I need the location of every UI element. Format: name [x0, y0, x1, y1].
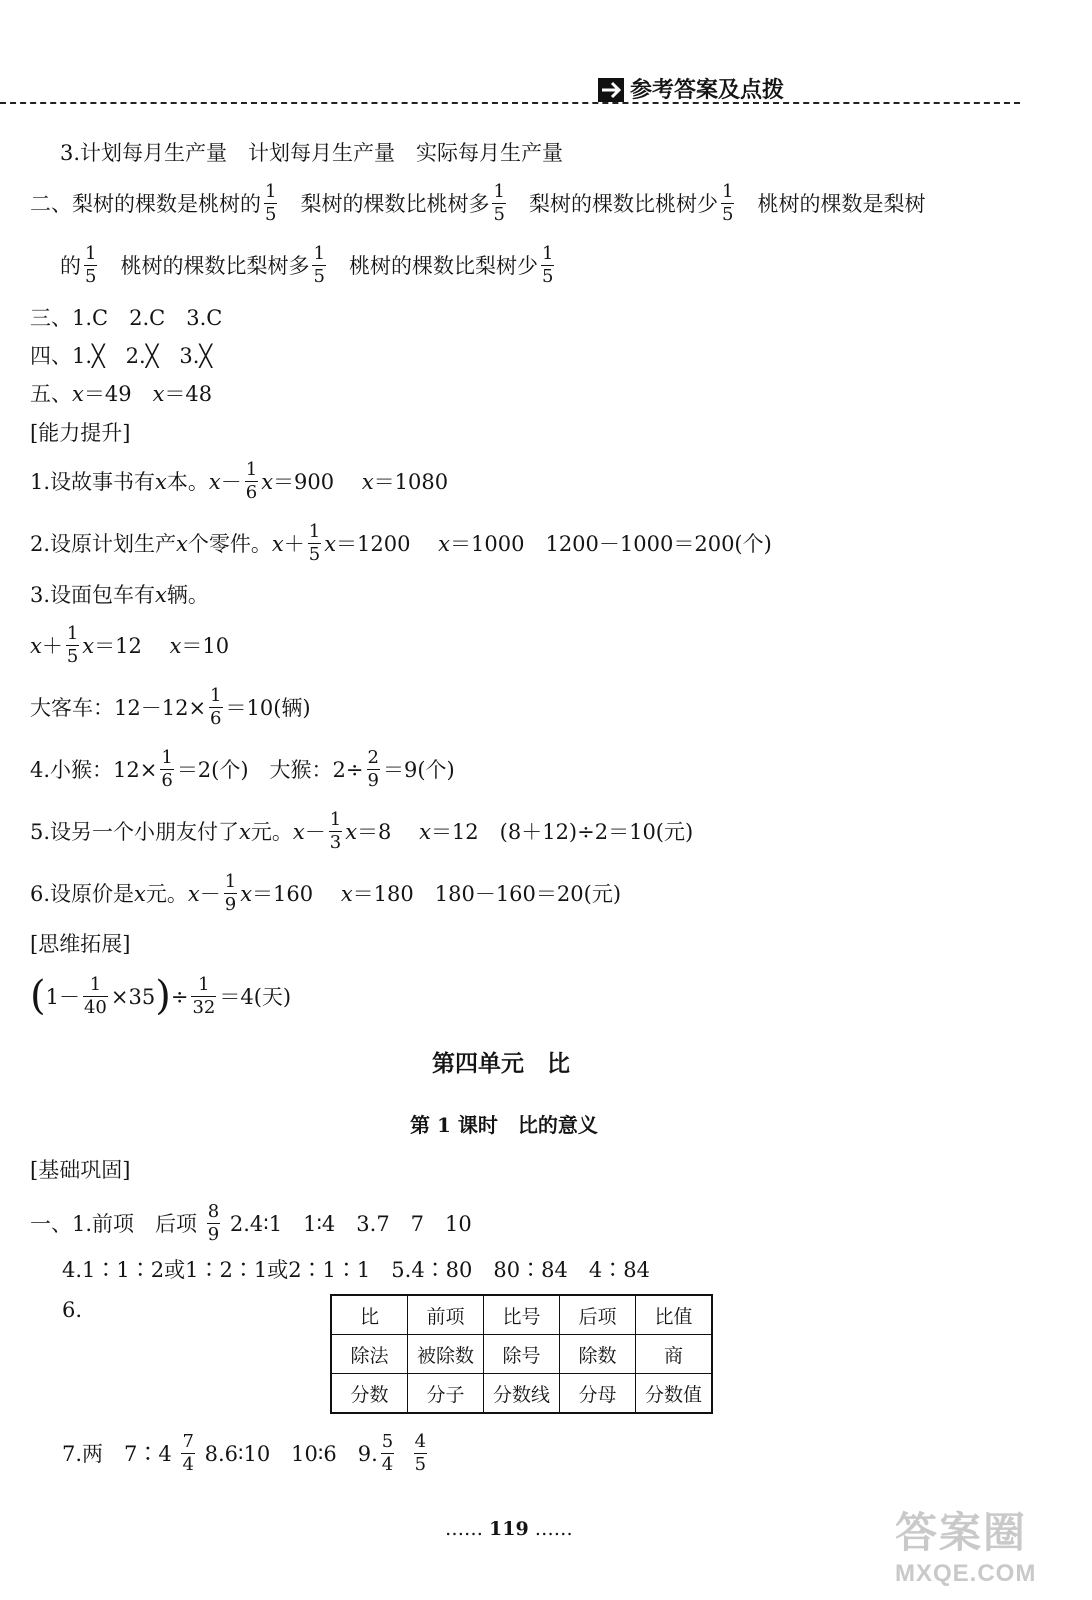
table-cell: 除法	[331, 1335, 408, 1374]
table-cell: 分数线	[484, 1374, 560, 1414]
fraction: $\frac{1}{5}$	[493, 181, 505, 225]
table-cell: 分数	[331, 1374, 408, 1414]
fraction: $\frac{1}{5}$	[308, 521, 321, 565]
table-cell: 比值	[636, 1295, 713, 1335]
fraction: $\frac{4}{5}$	[414, 1431, 427, 1475]
answer-line: (1－ $\frac{1}{40}$ ×35)÷ $\frac{1}{32}$ ＝4(天)	[30, 972, 292, 1019]
arrow-icon	[598, 78, 624, 102]
lesson-title: 第 1 课时 比的意义	[410, 1113, 598, 1137]
fraction: $\frac{1}{6}$	[245, 459, 258, 503]
fraction: $\frac{1}{32}$	[192, 974, 216, 1018]
answer-line: 一、1.前项 后项 $\frac{8}{9}$ 2.4∶1 1∶4 3.7 7 10	[30, 1201, 472, 1245]
fraction: $\frac{8}{9}$	[207, 1201, 220, 1245]
answer-line: 4.小猴：12× $\frac{1}{6}$ ＝2(个) 大猴：2÷ $\frac{2}{9}$ ＝9(个)	[30, 747, 455, 791]
unit-title: 第四单元 比	[432, 1050, 570, 1077]
answer-line: 的 $\frac{1}{5}$ 桃树的棵数比梨树多 $\frac{1}{5}$ 桃树的棵数比梨树少 $\frac{1}{5}$	[60, 243, 554, 287]
fraction: $\frac{1}{3}$	[329, 809, 342, 853]
answer-line: 6.	[62, 1298, 83, 1322]
answer-line: 3.设面包车有x辆。	[30, 583, 209, 607]
table-cell: 分母	[560, 1374, 636, 1414]
table-cell: 比号	[484, 1295, 560, 1335]
table-row	[331, 1335, 712, 1374]
fraction: $\frac{7}{4}$	[182, 1431, 194, 1475]
ratio-table	[330, 1294, 713, 1414]
table-cell: 被除数	[408, 1335, 484, 1374]
answer-line: 大客车：12－12× $\frac{1}{6}$ ＝10(辆)	[30, 685, 311, 729]
answer-line: 1.设故事书有x本。x－ $\frac{1}{6}$ x＝900 x＝1080	[30, 459, 449, 503]
table-cell: 分数值	[636, 1374, 713, 1414]
answer-line: 4.1∶1∶2或1∶2∶1或2∶1∶1 5.4∶80 80∶84 4∶84	[62, 1258, 650, 1282]
table-row	[331, 1295, 712, 1335]
answer-line: 5.设另一个小朋友付了x元。x－ $\frac{1}{3}$ x＝8 x＝12 (8＋12)÷2＝10(元)	[30, 809, 694, 853]
answer-line: 7.两 7∶4 $\frac{7}{4}$ 8.6∶10 10∶6 9. $\frac{5}{4}$ $\frac{4}{5}$	[62, 1431, 427, 1475]
table-cell: 比	[331, 1295, 408, 1335]
fraction: $\frac{1}{9}$	[224, 871, 237, 915]
fraction: $\frac{1}{5}$	[66, 623, 79, 667]
table-cell: 商	[636, 1335, 713, 1374]
section-heading-basic: [基础巩固]	[30, 1158, 131, 1182]
page-number: …… 119 ……	[445, 1518, 573, 1540]
table-row	[331, 1374, 712, 1414]
fraction: $\frac{1}{6}$	[210, 685, 222, 729]
fraction: $\frac{1}{5}$	[721, 181, 734, 225]
fraction: $\frac{1}{5}$	[85, 243, 97, 287]
table-cell: 除数	[560, 1335, 636, 1374]
section-heading-ability: [能力提升]	[30, 421, 131, 445]
fraction: $\frac{1}{5}$	[541, 243, 554, 287]
answer-line: 二、梨树的棵数是桃树的 $\frac{1}{5}$ 梨树的棵数比桃树多 $\frac{1}{5}$ 梨树的棵数比桃树少 $\frac{1}{5}$ 桃树的棵数是梨树	[30, 181, 926, 225]
fraction: $\frac{5}{4}$	[381, 1431, 394, 1475]
header-title: 参考答案及点拨	[630, 77, 785, 103]
table-cell: 后项	[560, 1295, 636, 1335]
table-cell: 前项	[408, 1295, 484, 1335]
fraction: $\frac{1}{6}$	[161, 747, 173, 791]
fraction: $\frac{1}{40}$	[83, 974, 107, 1018]
answer-line: 三、1.C 2.C 3.C	[30, 306, 223, 330]
answer-line: 四、1.╳ 2.╳ 3.╳	[30, 344, 213, 368]
answer-line: 6.设原价是x元。x－ $\frac{1}{9}$ x＝160 x＝180 180－160＝20(元)	[30, 871, 622, 915]
header-divider	[0, 102, 1020, 104]
watermark-logo: 答案圈 MXQE.COM	[895, 1508, 1037, 1587]
table-cell: 分子	[408, 1374, 484, 1414]
answer-line: x＋ $\frac{1}{5}$ x＝12 x＝10	[30, 623, 230, 667]
fraction: $\frac{1}{5}$	[313, 243, 325, 287]
answer-line: 3.计划每月生产量 计划每月生产量 实际每月生产量	[60, 141, 564, 165]
answer-line: 五、x＝49 x＝48	[30, 382, 213, 406]
fraction: $\frac{1}{5}$	[265, 181, 277, 225]
section-heading-thinking: [思维拓展]	[30, 932, 131, 956]
fraction: $\frac{2}{9}$	[367, 747, 379, 791]
answer-line: 2.设原计划生产x个零件。x＋ $\frac{1}{5}$ x＝1200 x＝1000 1200－1000＝200(个)	[30, 521, 772, 565]
table-cell: 除号	[484, 1335, 560, 1374]
